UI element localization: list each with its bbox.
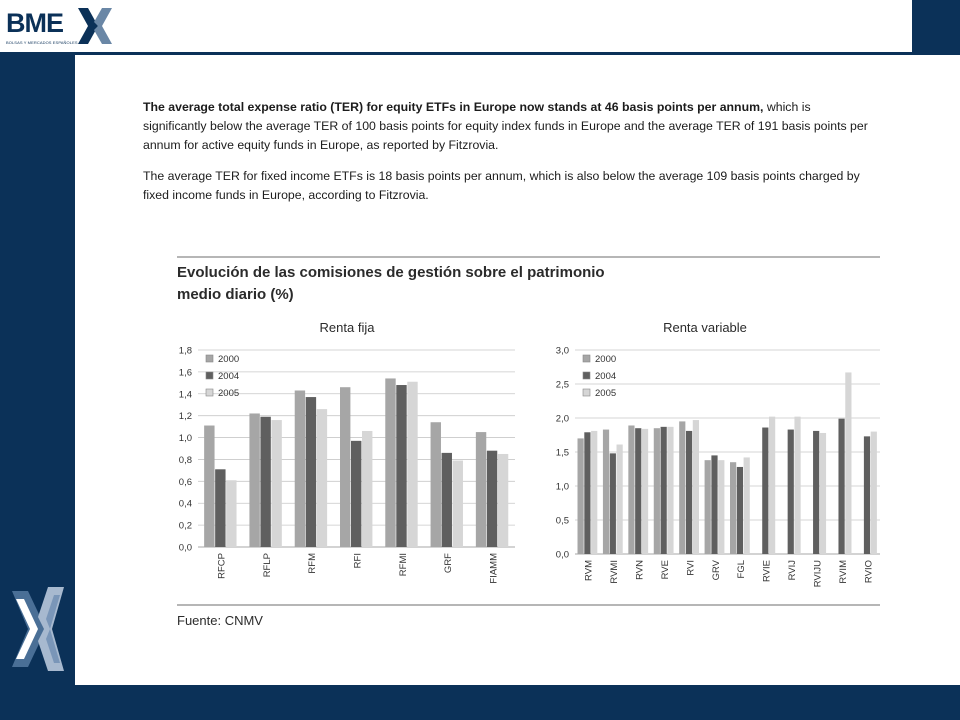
- renta-fija-bar-2005-rfi: [362, 431, 372, 547]
- renta-fija-bar-2004-rfmi: [396, 385, 406, 547]
- renta-variable-bar-2000-grv: [705, 460, 711, 554]
- renta-variable-legend-label-2005: 2005: [595, 388, 617, 399]
- renta-variable-bar-2000-rvi: [679, 421, 685, 554]
- renta-fija-y-tick-label: 1,4: [178, 389, 192, 401]
- header-bar: [0, 0, 960, 52]
- renta-variable-y-tick-label: 1,0: [555, 481, 569, 493]
- renta-variable-bar-2005-rvie: [769, 417, 775, 554]
- renta-variable-legend-swatch-2005: [583, 389, 590, 396]
- renta-fija-bar-2005-rfmi: [407, 382, 417, 547]
- intro-paragraph-1: [143, 98, 873, 155]
- footer-bar: [0, 685, 960, 720]
- renta-variable-x-tick-label: FGL: [736, 560, 748, 579]
- renta-variable-y-tick-label: 2,0: [555, 413, 569, 425]
- renta-variable-x-tick-label: GRV: [710, 560, 722, 581]
- renta-fija-y-tick-label: 1,8: [178, 345, 192, 357]
- renta-fija-bar-2004-rfi: [351, 441, 361, 547]
- renta-variable-bar-2004-rvim: [838, 419, 844, 554]
- renta-fija-bar-2000-rfcp: [204, 426, 214, 547]
- renta-variable-bar-2005-rvi: [693, 420, 699, 554]
- renta-fija-y-tick-label: 1,6: [178, 367, 192, 379]
- renta-variable-bar-2004-rviju: [813, 431, 819, 554]
- renta-variable-y-tick-label: 1,5: [555, 447, 569, 459]
- renta-fija-legend-swatch-2000: [206, 355, 213, 362]
- renta-variable-bar-2004-rvmi: [610, 453, 616, 554]
- renta-variable-bar-2004-rvie: [762, 428, 768, 554]
- renta-fija-legend-label-2005: 2005: [218, 388, 240, 399]
- renta-variable-x-tick-label: RVE: [659, 560, 671, 580]
- renta-variable-x-tick-label: RVN: [634, 560, 646, 580]
- figure-source: Fuente: CNMV: [177, 613, 263, 628]
- renta-variable-x-tick-label: RVIJU: [812, 560, 824, 588]
- renta-variable-bar-2004-fgl: [737, 467, 743, 554]
- renta-variable-x-tick-label: RVIJ: [787, 560, 799, 581]
- renta-fija-y-tick-label: 0,2: [178, 520, 192, 532]
- renta-variable-bar-2004-grv: [711, 455, 717, 554]
- renta-fija-y-tick-label: 0,4: [178, 498, 192, 510]
- intro-paragraph-1-rest: which is significantly below the average TER of 100 basis points for equity index funds in Europe and the average TER of 191 basis points per annum for active equity funds in Europe, as reported by Fitzrovia.: [143, 100, 868, 152]
- renta-fija-legend-label-2000: 2000: [218, 354, 240, 365]
- renta-variable-bar-2000-rve: [654, 428, 660, 554]
- renta-variable-title: Renta variable: [663, 320, 747, 335]
- renta-fija-bar-2000-rflp: [249, 413, 259, 547]
- renta-variable-bar-2004-rvn: [635, 428, 641, 554]
- renta-fija-bar-2005-rfcp: [226, 480, 236, 547]
- renta-fija-bar-2000-grf: [431, 422, 441, 547]
- renta-fija-bar-2000-rfm: [295, 390, 305, 547]
- renta-fija-y-tick-label: 0,8: [178, 454, 192, 466]
- intro-highlight: The average total expense ratio (TER) for equity ETFs in Europe now stands at 46 basis points per annum,: [143, 100, 764, 114]
- renta-fija-y-tick-label: 0,0: [178, 542, 192, 554]
- renta-variable-bar-2005-rviju: [820, 433, 826, 554]
- renta-fija-bar-2004-rfcp: [215, 469, 225, 547]
- renta-variable-x-tick-label: RVI: [685, 560, 697, 576]
- renta-fija-bar-2004-fiamm: [487, 451, 497, 547]
- renta-fija-bar-2000-rfmi: [385, 378, 395, 547]
- renta-fija-bar-2004-grf: [442, 453, 452, 547]
- renta-fija-x-tick-label: RFLP: [261, 553, 273, 578]
- renta-variable-bar-2005-rvio: [871, 432, 877, 554]
- logo-x-icon: [76, 6, 114, 46]
- renta-fija-bar-2004-rflp: [260, 417, 270, 547]
- renta-variable-bar-2000-rvmi: [603, 430, 609, 554]
- intro-paragraph-2: The average TER for fixed income ETFs is 18 basis points per annum, which is also below the average 109 basis points charged by fixed income funds in Europe, according to Fitzrovia.: [143, 169, 860, 202]
- renta-fija-bar-2005-rfm: [317, 409, 327, 547]
- renta-variable-x-tick-label: RVMI: [609, 560, 621, 584]
- renta-fija-bar-2004-rfm: [306, 397, 316, 547]
- figure-title-line-1: Evolución de las comisiones de gestión sobre el patrimonio: [177, 264, 605, 281]
- renta-variable-bar-2005-fgl: [744, 457, 750, 554]
- renta-variable-bar-2005-rve: [667, 427, 673, 554]
- renta-fija-x-tick-label: RFM: [307, 553, 319, 574]
- renta-variable-y-tick-label: 2,5: [555, 379, 569, 391]
- chart-area: [170, 250, 882, 635]
- renta-variable-x-tick-label: RVIO: [863, 560, 875, 584]
- renta-variable-y-tick-label: 3,0: [555, 345, 569, 357]
- renta-variable-legend-label-2000: 2000: [595, 354, 617, 365]
- renta-fija-legend-label-2004: 2004: [218, 371, 240, 382]
- renta-fija-x-tick-label: FIAMM: [488, 553, 500, 584]
- renta-fija-title: Renta fija: [319, 320, 375, 335]
- renta-variable-bar-2005-rvmi: [617, 445, 623, 554]
- renta-fija-bar-2000-fiamm: [476, 432, 486, 547]
- logo-text: BME: [6, 8, 63, 38]
- brand-x-icon: [6, 585, 68, 673]
- renta-variable-bar-2005-rvn: [642, 429, 648, 554]
- renta-variable-bar-2000-rvm: [578, 438, 584, 554]
- renta-fija-legend-swatch-2005: [206, 389, 213, 396]
- renta-variable-x-tick-label: RVIE: [761, 560, 773, 583]
- renta-variable-bar-2004-rvij: [788, 430, 794, 554]
- renta-variable-bar-2004-rvio: [864, 436, 870, 554]
- renta-variable-legend-swatch-2000: [583, 355, 590, 362]
- renta-fija-legend-swatch-2004: [206, 372, 213, 379]
- figure-title-line-2: medio diario (%): [177, 286, 294, 303]
- renta-fija-y-tick-label: 1,0: [178, 433, 192, 445]
- renta-variable-legend-swatch-2004: [583, 372, 590, 379]
- header-divider: [0, 52, 960, 55]
- renta-variable-bar-2004-rvi: [686, 431, 692, 554]
- renta-variable-x-tick-label: RVM: [583, 560, 595, 581]
- renta-fija-y-tick-label: 1,2: [178, 411, 192, 423]
- renta-variable-y-tick-label: 0,0: [555, 549, 569, 561]
- bme-logo: [6, 6, 110, 48]
- figure: [170, 250, 882, 635]
- renta-fija-x-tick-label: RFMI: [397, 553, 409, 577]
- renta-fija-bar-2005-rflp: [271, 420, 281, 547]
- renta-fija-y-tick-label: 0,6: [178, 476, 192, 488]
- logo-subtext: BOLSAS Y MERCADOS ESPAÑOLES: [6, 40, 78, 45]
- renta-fija-bar-2000-rfi: [340, 387, 350, 547]
- renta-fija-bar-2005-fiamm: [498, 454, 508, 547]
- renta-variable-bar-2000-rvn: [628, 425, 634, 554]
- renta-fija-x-tick-label: RFI: [352, 553, 364, 569]
- renta-variable-bar-2004-rve: [661, 427, 667, 554]
- renta-fija-x-tick-label: GRF: [443, 553, 455, 574]
- renta-variable-bar-2005-rvij: [794, 417, 800, 554]
- renta-fija-bar-2005-grf: [453, 461, 463, 547]
- header-corner-block: [912, 0, 960, 52]
- renta-variable-bar-2005-grv: [718, 460, 724, 554]
- renta-variable-legend-label-2004: 2004: [595, 371, 617, 382]
- renta-variable-bar-2004-rvm: [584, 432, 590, 554]
- renta-variable-bar-2000-fgl: [730, 462, 736, 554]
- renta-variable-bar-2005-rvim: [845, 372, 851, 554]
- renta-variable-bar-2005-rvm: [591, 431, 597, 554]
- renta-variable-x-tick-label: RVIM: [837, 560, 849, 584]
- intro-text: [143, 98, 873, 217]
- renta-variable-y-tick-label: 0,5: [555, 515, 569, 527]
- renta-fija-x-tick-label: RFCP: [216, 553, 228, 579]
